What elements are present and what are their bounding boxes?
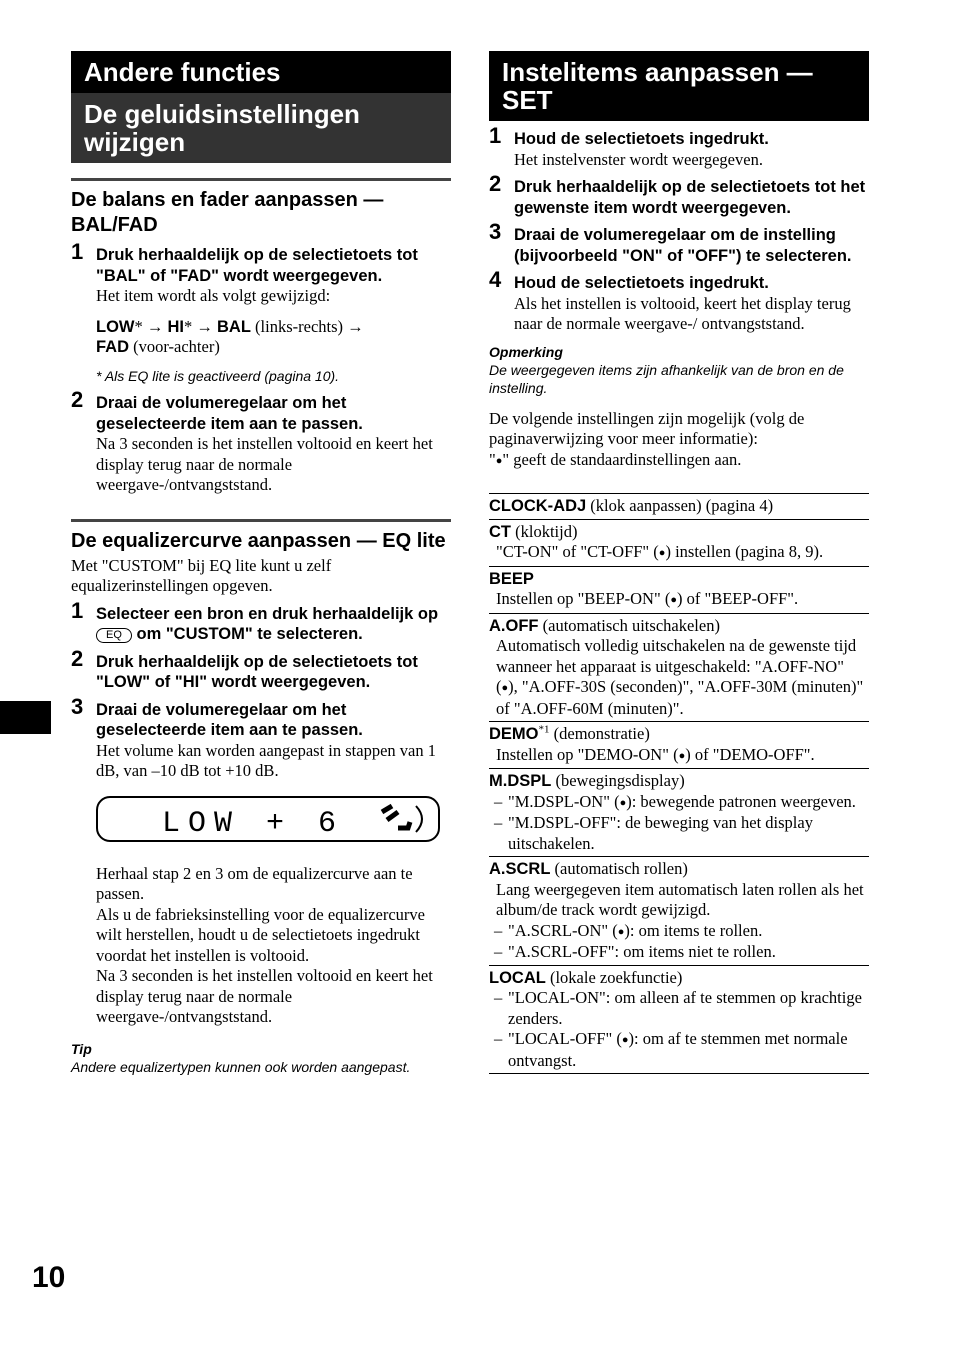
set-section-title: Instelitems aanpassen — SET — [489, 51, 869, 121]
option-item: – "A.SCRL-OFF": om items niet te rollen. — [494, 942, 776, 961]
eq-step-3 — [71, 693, 451, 782]
section-divider — [71, 178, 451, 181]
bracket-icon — [416, 806, 422, 832]
step-number: 4 — [489, 267, 502, 292]
setting-m-dspl — [489, 768, 869, 856]
setting-desc: (klok aanpassen) (pagina 4) — [590, 496, 774, 515]
eq-step-2 — [71, 645, 451, 693]
step-number: 1 — [71, 597, 84, 623]
step-title: Houd de selectietoets ingedrukt. — [514, 130, 769, 148]
setting-body: "CT-ON" of "CT-OFF" (●) instellen (pagina 8, 9). — [496, 542, 824, 561]
seq-star: * — [134, 316, 143, 336]
seq-fad: FAD — [96, 338, 129, 356]
default-dot-icon: ● — [678, 749, 686, 762]
default-dot-icon: ● — [501, 682, 509, 694]
right-column — [489, 51, 869, 1074]
setting-ct — [489, 519, 869, 566]
seq-fad-desc: (voor-achter) — [133, 337, 220, 356]
setting-desc: (demonstratie) — [553, 724, 650, 743]
step-title: Selecteer een bron en druk herhaaldelijk op EQ om "CUSTOM" te selecteren. — [96, 604, 439, 643]
setting-name: CT — [489, 522, 511, 541]
default-dot-icon: ● — [658, 547, 666, 559]
step-title: Houd de selectietoets ingedrukt. — [514, 274, 769, 292]
setting-body: Instellen op "DEMO-ON" (●) of "DEMO-OFF". — [496, 744, 815, 764]
seq-bal-desc: (links-rechts) — [255, 316, 344, 336]
arrow-icon: → — [146, 316, 164, 336]
setting-a-off — [489, 613, 869, 722]
option-item: – "M.DSPL-ON" (●): bewegende patronen weergeven. — [494, 791, 856, 811]
setting-name: DEMO — [489, 725, 539, 743]
tip-heading: Tip — [71, 1040, 92, 1057]
level-segments-icon — [382, 806, 410, 828]
eq-button-icon: EQ — [96, 628, 132, 643]
set-step-2 — [489, 171, 869, 218]
step-number: 2 — [71, 645, 84, 671]
option-item: – "M.DSPL-OFF": de beweging van het display uitschakelen. — [494, 813, 813, 853]
footnote-ref: *1 — [538, 723, 550, 736]
setting-body: Automatisch volledig uitschakelen na de gewenste tijd wanneer het apparaat is uitgeschakeld: "A.OFF-NO" (●), "A.OFF-30S (seconden)", "A.OFF-30M (minuten)" of "A.OFF-60M (minuten)". — [496, 636, 864, 718]
step-body: Het volume kan worden aangepast in stappen van 1 dB, van –10 dB tot +10 dB. — [96, 740, 436, 780]
default-dot-icon: ● — [619, 796, 627, 809]
step-title: Draai de volumeregelaar om de instelling (bijvoorbeeld "ON" of "OFF") te selecteren. — [514, 226, 852, 265]
step-body: Het item wordt als volgt gewijzigd: — [96, 286, 331, 305]
setting-name: A.OFF — [489, 616, 539, 635]
seq-bal: BAL — [217, 317, 251, 336]
equalizer-intro: Met "CUSTOM" bij EQ lite kunt u zelf equalizerinstellingen opgeven. — [71, 555, 332, 595]
lcd-segments — [98, 798, 438, 840]
intro-text: De volgende instellingen zijn mogelijk (volg de paginaverwijzing voor meer informatie): — [489, 408, 805, 448]
settings-intro — [489, 409, 869, 472]
set-step-4 — [489, 267, 869, 335]
balance-fader-heading: De balans en fader aanpassen — BAL/FAD — [71, 189, 384, 236]
set-step-1 — [489, 123, 869, 170]
tip-text: Andere equalizertypen kunnen ook worden aangepast. — [71, 1058, 411, 1075]
equalizer-heading: De equalizercurve aanpassen — EQ lite — [71, 529, 446, 552]
step-number: 1 — [71, 239, 84, 264]
step-body: Als het instellen is voltooid, keert het display terug naar de normale weergave-/ ontvangststand. — [514, 293, 851, 333]
seq-hi: HI — [167, 317, 184, 336]
settings-table — [489, 493, 869, 1074]
setting-name: BEEP — [489, 569, 534, 588]
option-item: – "LOCAL-OFF" (●): om af te stemmen met normale ontvangst. — [494, 1029, 848, 1070]
default-dot-icon: ● — [621, 1034, 629, 1046]
setting-local — [489, 965, 869, 1074]
after-text-2: Als u de fabrieksinstelling voor de equalizercurve wilt herstellen, houdt u de selectietoets ingedrukt voordat het instellen is voltooid. — [96, 904, 425, 965]
default-dot-icon: ● — [617, 925, 625, 938]
footnote: * Als EQ lite is geactiveerd (pagina 10). — [96, 367, 340, 384]
step-number: 1 — [489, 123, 502, 148]
setting-name: A.SCRL — [489, 860, 551, 878]
chapter-title: Andere functies — [71, 51, 451, 93]
bal-step-1 — [71, 239, 451, 386]
step-title: Druk herhaaldelijk op de selectietoets tot "LOW" of "HI" wordt weergegeven. — [96, 652, 418, 691]
step-body: Het instelvenster wordt weergegeven. — [514, 149, 763, 169]
setting-body: Lang weergegeven item automatisch laten rollen als het album/de track wordt gewijzigd. — [496, 879, 864, 919]
page-number: 10 — [32, 1261, 66, 1294]
setting-a-scrl — [489, 856, 869, 965]
seq-low: LOW — [96, 317, 135, 336]
eq-after-notes — [71, 864, 451, 1028]
bal-step-2 — [71, 387, 451, 496]
section-title: De geluidsinstellingen wijzigen — [71, 93, 451, 163]
step-title: Draai de volumeregelaar om het geselecteerde item aan te passen. — [96, 394, 363, 433]
setting-name: M.DSPL — [489, 772, 552, 790]
lcd-text: LOW + 6 — [162, 806, 345, 840]
set-step-3 — [489, 219, 869, 266]
step-title: Draai de volumeregelaar om het geselecteerde item aan te passen. — [96, 700, 363, 739]
after-text-3: Na 3 seconden is het instellen voltooid en keert het display terug naar de normale weergave-/ontvangststand. — [96, 966, 433, 1026]
step-title: Druk herhaaldelijk op de selectietoets tot "BAL" of "FAD" wordt weergegeven. — [96, 246, 418, 285]
cycle-sequence — [96, 317, 451, 358]
note-text: De weergegeven items zijn afhankelijk van de bron en de instelling. — [489, 361, 844, 396]
arrow-icon: → — [347, 316, 364, 336]
setting-desc: (kloktijd) — [515, 521, 578, 541]
setting-name: CLOCK-ADJ — [489, 497, 587, 515]
step-number: 3 — [71, 693, 84, 719]
default-legend: "●" geeft de standaardinstellingen aan. — [489, 449, 742, 469]
setting-clock-adj — [489, 493, 869, 519]
left-column — [71, 51, 451, 1076]
step-number: 3 — [489, 219, 502, 244]
step-title: Druk herhaaldelijk op de selectietoets tot het gewenste item wordt weergegeven. — [514, 178, 866, 217]
step-number: 2 — [71, 387, 84, 412]
setting-desc: (bewegingsdisplay) — [555, 771, 685, 790]
setting-beep — [489, 566, 869, 613]
setting-demo — [489, 721, 869, 768]
setting-body: Instellen op "BEEP-ON" (●) of "BEEP-OFF". — [496, 589, 799, 608]
arrow-icon: → — [196, 316, 213, 336]
setting-name: LOCAL — [489, 968, 546, 987]
step-number: 2 — [489, 171, 502, 196]
option-item: – "LOCAL-ON": om alleen af te stemmen op krachtige zenders. — [494, 988, 862, 1028]
setting-desc: (automatisch rollen) — [554, 859, 688, 878]
default-dot-icon: ● — [495, 454, 503, 467]
seq-star: * — [184, 316, 193, 336]
setting-desc: (automatisch uitschakelen) — [542, 615, 720, 635]
section-divider — [71, 519, 451, 522]
lcd-display — [96, 796, 440, 842]
option-item: – "A.SCRL-ON" (●): om items te rollen. — [494, 920, 763, 940]
after-text-1: Herhaal stap 2 en 3 om de equalizercurve aan te passen. — [96, 863, 413, 903]
note-heading: Opmerking — [489, 343, 563, 360]
default-dot-icon: ● — [670, 594, 677, 606]
eq-step-1 — [71, 597, 451, 645]
step-body: Na 3 seconden is het instellen voltooid en keert het display terug naar de normale weergave-/ontvangststand. — [96, 434, 433, 494]
setting-desc: (lokale zoekfunctie) — [549, 967, 683, 987]
chapter-tab — [0, 701, 51, 734]
